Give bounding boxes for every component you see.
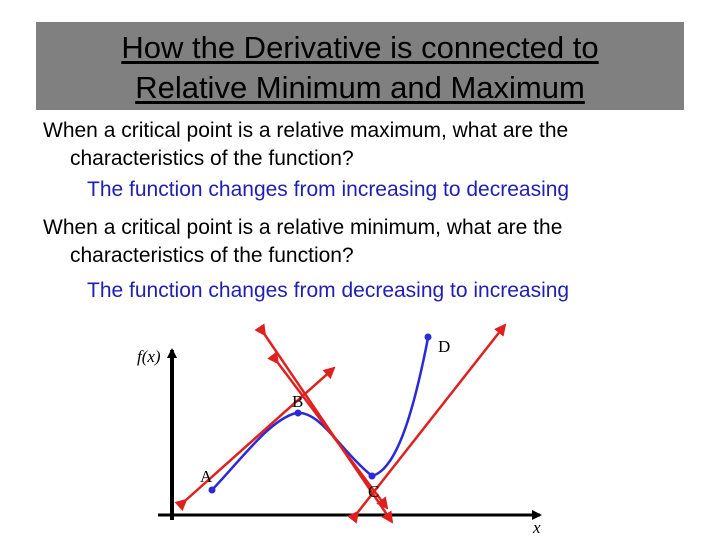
answer-2: The function changes from decreasing to increasing <box>87 279 570 302</box>
point-c-label: C <box>368 482 380 501</box>
y-axis-label: f(x) <box>137 347 161 366</box>
answer-1: The function changes from increasing to decreasing <box>87 178 570 201</box>
question-1-line-2: characteristics of the function? <box>70 147 354 170</box>
point-b-label: B <box>292 392 304 411</box>
point-d <box>425 334 432 341</box>
tangent-line-d <box>358 325 505 512</box>
question-2-line-1: When a critical point is a relative minimum, what are the <box>43 216 563 239</box>
point-d-label: D <box>438 337 451 356</box>
point-a <box>209 487 216 494</box>
title-line-1: How the Derivative is connected to <box>121 30 599 65</box>
question-2-line-2: characteristics of the function? <box>70 244 354 267</box>
point-a-label: A <box>200 467 213 486</box>
title-line-2: Relative Minimum and Maximum <box>135 70 585 105</box>
x-axis-label: x <box>533 518 541 537</box>
point-c <box>369 473 376 480</box>
question-1-line-1: When a critical point is a relative maximum, what are the <box>43 119 569 142</box>
